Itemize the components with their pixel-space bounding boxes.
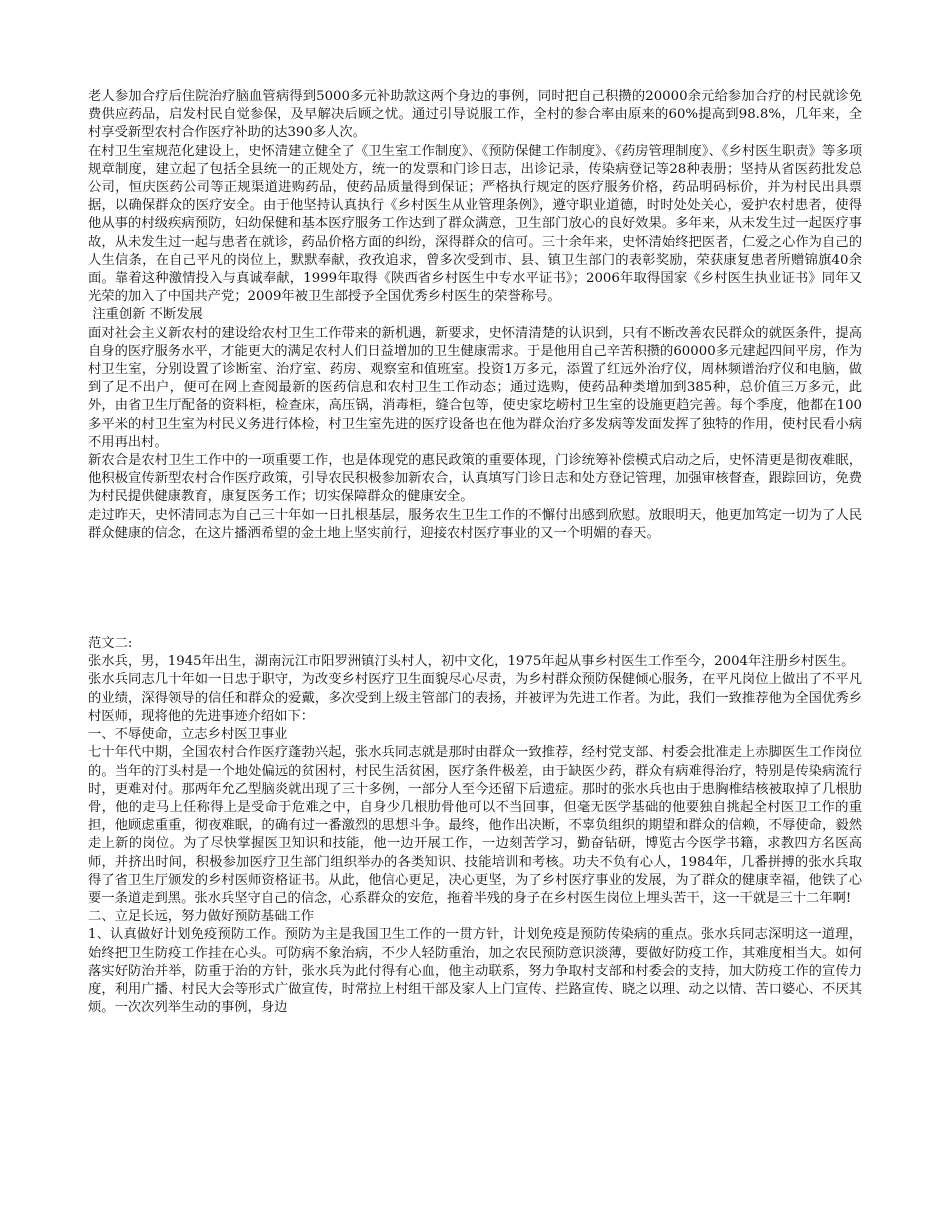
sample-heading: 范文二: xyxy=(88,636,133,652)
paragraph: 在村卫生室规范化建设上，史怀清建立健全了《卫生室工作制度》、《预防保健工作制度》、《药房管理制度》、《乡村医生职责》等多项规章制度，建立起了包括全县统一的正规处方，统一的发票和门诊日志，出诊记录，传染病登记等28种表册；坚持从省医药批发总公司，恒庆医药公司等正规渠道进购药品，使药品质量得到保证；严格执行规定的医疗服务价格，药品明码标价，并为村民出具票据，以确保群众的医疗安全。由于他坚持认真执行《乡村医生从业管理条例》，遵守职业道德，时时处处关心，爱护农村患者，使得他从事的村级疾病预防，妇幼保健和基本医疗服务工作达到了群众满意，卫生部门放心的良好效果。多年来，从未发生过一起医疗事故，从未发生过一起与患者在就诊，药品价格方面的纠纷，深得群众的信可。三十余年来，史怀清始终把医者，仁爱之心作为自己的人生信条，在自己平凡的岗位上，默默奉献，孜孜追求，曾多次受到市、县、镇卫生部门的表彰奖励，荣获康复患者所赠锦旗40余面。靠着这种激情投入与真诚奉献，1999年取得《陕西省乡村医生中专水平证书》；2006年取得国家《乡村医生执业证书》同年又光荣的加入了中国共产党；2009年被卫生部授予全国优秀乡村医生的荣誉称号。 xyxy=(88,143,862,305)
paragraph: 张水兵同志几十年如一日忠于职守，为改变乡村医疗卫生面貌尽心尽责，为乡村群众预防保健倾心服务，在平凡岗位上做出了不平凡的业绩，深得领导的信任和群众的爱戴，多次受到上级主管部门的表扬，并被评为先进工作者。为此，我们一致推荐他为全国优秀乡村医师，现将他的先进事迹介绍如下： xyxy=(88,672,862,724)
section-two xyxy=(88,635,862,1017)
paragraph: 七十年代中期，全国农村合作医疗蓬勃兴起，张水兵同志就是那时由群众一致推荐，经村党支部、村委会批准走上赤脚医生工作岗位的。当年的汀头村是一个地处偏远的贫困村，村民生活贫困，医疗条件极差，由于缺医少药，群众有病难得治疗，特别是传染病流行时，更难对付。那两年允乙型脑炎就出现了三十多例，一部分人至今还留下后遗症。那时的张水兵也由于患胸椎结核被取掉了几根肋骨，他的走马上任称得上是受命于危难之中，自身少几根肋骨他可以不当回事，但毫无医学基础的他要独自挑起全村医卫工作的重担，他顾虑重重，彻夜难眠，的确有过一番激烈的思想斗争。最终，他作出决断，不辜负组织的期望和群众的信赖，不辱使命，毅然走上新的岗位。为了尽快掌握医卫知识和技能，他一边开展工作，一边刻苦学习，勤奋钻研，博览古今医学书籍，求教四方名医高师，并挤出时间，积极参加医疗卫生部门组织举办的各类知识、技能培训和考核。功夫不负有心人，1984年，几番拼搏的张水兵取得了省卫生厅颁发的乡村医师资格证书。从此，他信心更足，决心更坚，为了乡村医疗事业的发展，为了群众的健康幸福，他铁了心要一条道走到黑。张水兵坚守自己的信念，心系群众的安危，拖着半残的身子在乡村医生岗位上埋头苦干，这一干就是三十二年啊! xyxy=(88,745,862,906)
paragraph: 张水兵，男，1945年出生，湖南沅江市阳罗洲镇汀头村人，初中文化，1975年起从事乡村医生工作至今，2004年注册乡村医生。 xyxy=(88,654,855,670)
paragraph: 新农合是农村卫生工作中的一项重要工作，也是体现党的惠民政策的重要体现，门诊统筹补偿模式启动之后，史怀清更是彻夜难眠，他积极宣传新型农村合作医疗政策，引导农民积极参加新农合，认真填写门诊日志和处方登记管理，加强审核督查，跟踪回访，免费为村民提供健康教育，康复医务工作；切实保障群众的健康安全。 xyxy=(88,453,862,505)
paragraph: 面对社会主义新农村的建设给农村卫生工作带来的新机遇，新要求，史怀清清楚的认识到，只有不断改善农民群众的就医条件，提高自身的医疗服务水平，才能更大的满足农村人们日益增加的卫生健康需求。于是他用自己辛苦积攒的60000多元建起四间平房，作为村卫生室，分别设置了诊断室、治疗室、药房、观察室和值班室。投资1万多元，添置了红远外治疗仪，周林频谱治疗仪和电脑，做到了足不出户，便可在网上查阅最新的医药信息和农村卫生工作动态；通过选购，使药品种类增加到385种，总价值三万多元，此外，由省卫生厅配备的资料柜，检查床，高压锅，消毒柜，缝合包等，使史家圪崂村卫生室的设施更趋完善。每个季度，他都在100多平米的村卫生室为村民义务进行体检，村卫生室先进的医疗设备也在他为群众治疗多发病等发面发挥了独特的作用，使村民看小病不用再出村。 xyxy=(88,325,862,450)
paragraph: 老人参加合疗后住院治疗脑血管病得到5000多元补助款这两个身边的事例，同时把自己积攒的20000余元给参加合疗的村民就诊免费供应药品，启发村民自觉参保，及早解决后顾之忧。通过引导说服工作，全村的参合率由原来的60%提高到98.8%，几年来，全村享受新型农村合作医疗补助的达390多人次。 xyxy=(88,89,862,141)
blank-gap xyxy=(88,543,862,635)
section-heading: 二、立足长远，努力做好预防基础工作 xyxy=(88,909,315,925)
section-heading: 注重创新 不断发展 xyxy=(88,307,203,323)
paragraph: 1、认真做好计划免疫预防工作。预防为主是我国卫生工作的一贯方针，计划免疫是预防传染病的重点。张水兵同志深明这一道理，始终把卫生防疫工作挂在心头。可防病不象治病，不少人轻防重治，加之农民预防意识淡薄，要做好防疫工作，其难度相当大。如何落实好防治并举，防重于治的方针，张水兵为此付得有心血，他主动联系，努力争取村支部和村委会的支持，加大防疫工作的宣传力度，利用广播、村民大会等形式广做宣传，时常拉上村组干部及家人上门宣传、拦路宣传、晓之以理、动之以情、苦口婆心、不厌其烦。一次次列举生动的事例，身边 xyxy=(88,927,862,1016)
section-one xyxy=(88,88,862,543)
section-heading: 一、不辱使命，立志乡村医卫事业 xyxy=(88,727,288,743)
paragraph: 走过昨天，史怀清同志为自己三十年如一日扎根基层，服务农生卫生工作的不懈付出感到欣慰。放眼明天，他更加笃定一切为了人民群众健康的信念，在这片播洒希望的金土地上坚实前行，迎接农村医疗事业的又一个明媚的春天。 xyxy=(88,507,862,541)
